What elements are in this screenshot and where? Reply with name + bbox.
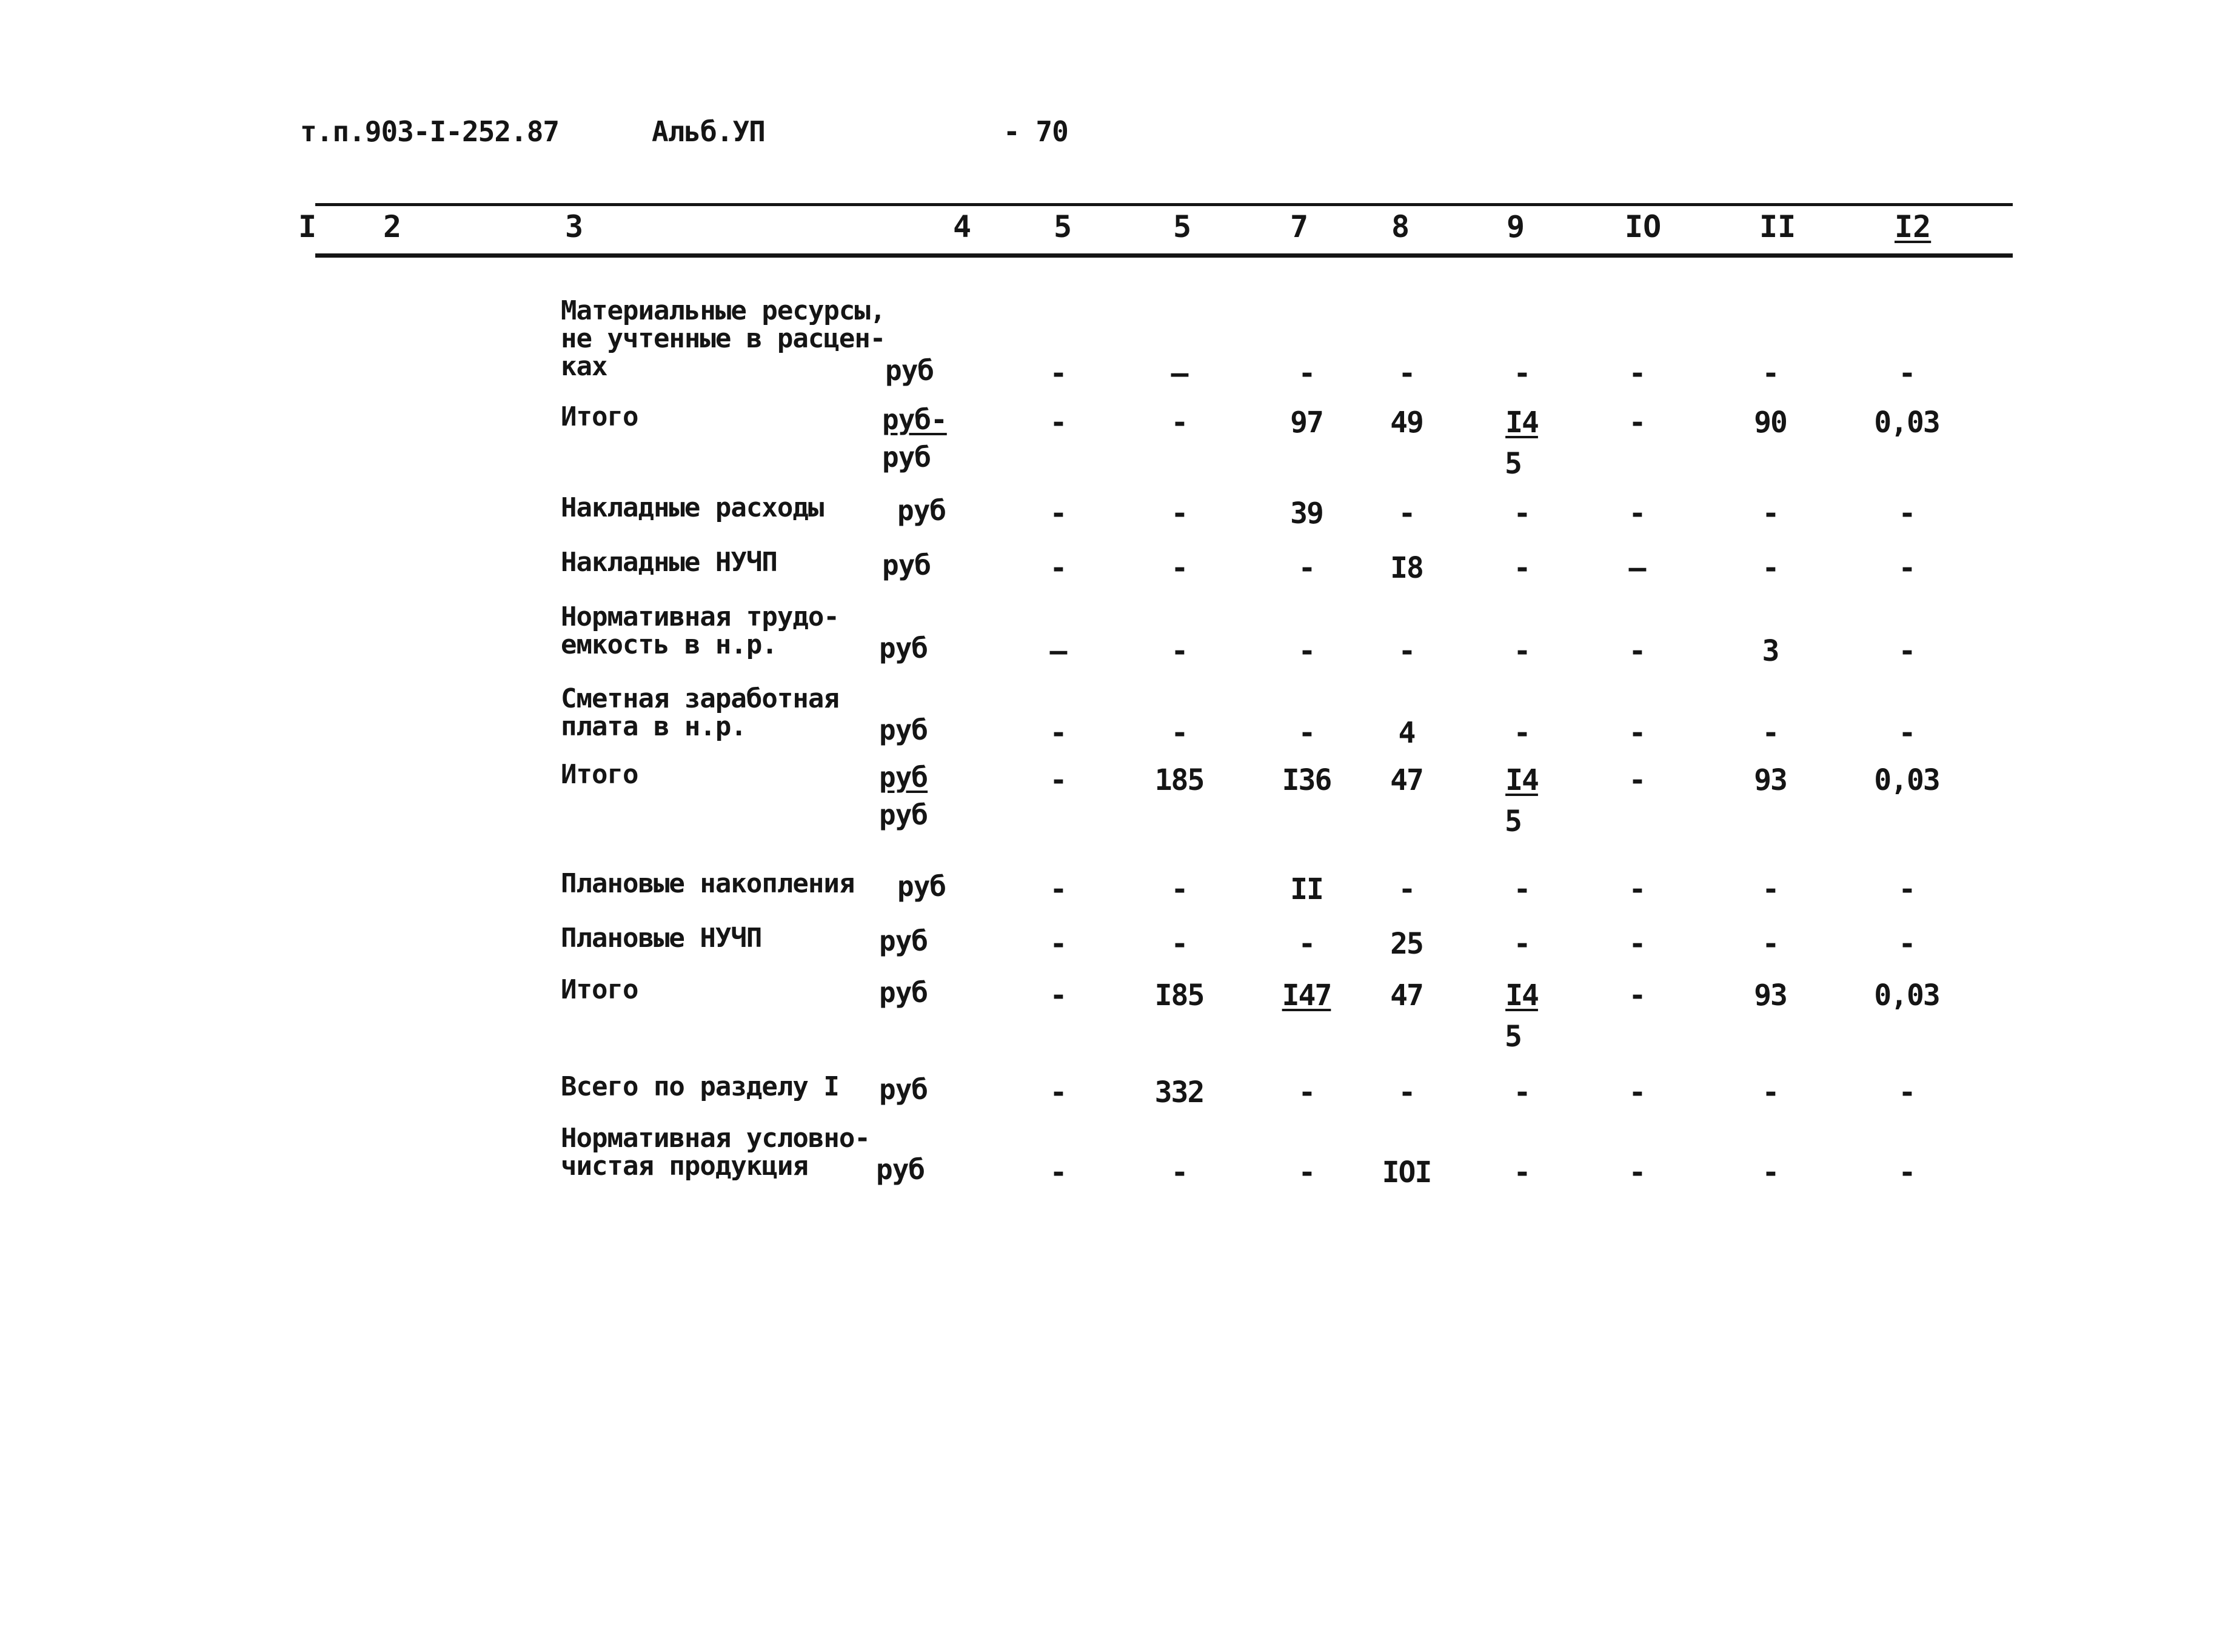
value-cell-col-11: 3 xyxy=(1762,634,1779,668)
row-unit: руб xyxy=(879,976,928,1009)
value-cell-col-7: - xyxy=(1298,927,1315,961)
row-unit-denominator: руб xyxy=(882,441,931,473)
value-cell-col-11: 90 xyxy=(1754,406,1787,440)
value-cell-col-11: - xyxy=(1762,497,1779,530)
value-cell-col-7: I47 xyxy=(1282,978,1331,1012)
row-label: Нормативная трудо- емкость в н.р. xyxy=(561,601,839,660)
value-cell-col-10: - xyxy=(1628,1075,1645,1109)
col-header-9: 9 xyxy=(1507,209,1525,244)
album-label: Альб.УП xyxy=(652,115,765,148)
value-cell-col-5: - xyxy=(1049,551,1066,585)
col-header-7: 7 xyxy=(1290,209,1309,244)
col-header-1: I xyxy=(298,209,317,244)
value-cell-col-6: - xyxy=(1171,716,1188,750)
value-cell-col-5: - xyxy=(1049,872,1066,906)
value-cell-col-10: - xyxy=(1628,497,1645,530)
value-cell-col-9: - xyxy=(1513,1075,1530,1109)
row-unit: руб xyxy=(879,632,928,664)
row-unit: руб xyxy=(897,494,946,527)
value-cell-col-10: - xyxy=(1628,634,1645,668)
value-cell-col-12: - xyxy=(1898,716,1915,750)
value-cell-col-7: - xyxy=(1298,634,1315,668)
value-cell-col-12: - xyxy=(1898,1155,1915,1189)
value-cell-col-7: - xyxy=(1298,716,1315,750)
value-cell-col-5: – xyxy=(1049,634,1066,668)
header-bottom-rule xyxy=(315,253,2013,258)
value-cell-col-7: 39 xyxy=(1290,497,1323,530)
row-label: Материальные ресурсы, не учтенные в расцен- ках xyxy=(561,295,886,382)
value-cell-col-10: - xyxy=(1628,927,1645,961)
value-cell-col-11: - xyxy=(1762,1075,1779,1109)
value-cell-col-8: 49 xyxy=(1390,406,1423,440)
value-cell-col-8: IOI xyxy=(1382,1155,1431,1189)
col-header-8: 8 xyxy=(1391,209,1410,244)
value-cell-col-5: - xyxy=(1049,927,1066,961)
value-cell-col-9: - xyxy=(1513,497,1530,530)
value-cell-col-12: 0,03 xyxy=(1874,763,1939,797)
value-cell-col-6: - xyxy=(1171,406,1188,440)
value-cell-col-5: - xyxy=(1049,978,1066,1012)
value-cell-col-8: - xyxy=(1398,356,1415,390)
value-cell-col-12: - xyxy=(1898,1075,1915,1109)
col-header-12: I2 xyxy=(1895,209,1932,244)
value-cell-col-8: 4 xyxy=(1398,716,1415,750)
value-cell-col-6: - xyxy=(1171,497,1188,530)
page-number: - 70 xyxy=(1003,115,1068,148)
value-cell-col-9: - xyxy=(1513,1155,1530,1189)
value-cell-col-5: - xyxy=(1049,1155,1066,1189)
value-cell-col-11: 93 xyxy=(1754,763,1787,797)
value-cell-col-6: 185 xyxy=(1154,763,1204,797)
value-cell-col-5: - xyxy=(1049,497,1066,530)
col-header-4: 4 xyxy=(953,209,972,244)
row-label: Сметная заработная плата в н.р. xyxy=(561,683,839,742)
value-cell-col-9: - xyxy=(1513,551,1530,585)
col-header-6: 5 xyxy=(1173,209,1192,244)
value-cell-col-10: - xyxy=(1628,872,1645,906)
value-cell-col-12: 0,03 xyxy=(1874,978,1939,1012)
row-label: Нормативная условно- чистая продукция xyxy=(561,1123,870,1182)
value-cell-col-11: - xyxy=(1762,872,1779,906)
value-cell-col-9: - xyxy=(1513,716,1530,750)
value-cell-col-8: 47 xyxy=(1390,978,1423,1012)
value-cell-col-9-denominator: 5 xyxy=(1505,1020,1521,1054)
value-cell-col-12: - xyxy=(1898,927,1915,961)
value-cell-col-7: II xyxy=(1290,872,1323,906)
col-header-3: 3 xyxy=(565,209,584,244)
value-cell-col-10: - xyxy=(1628,978,1645,1012)
value-cell-col-12: - xyxy=(1898,634,1915,668)
col-header-11: II xyxy=(1759,209,1796,244)
value-cell-col-12: - xyxy=(1898,497,1915,530)
value-cell-col-7: - xyxy=(1298,1075,1315,1109)
value-cell-col-9: - xyxy=(1513,927,1530,961)
row-label: Накладные расходы xyxy=(561,492,824,523)
value-cell-col-8: - xyxy=(1398,872,1415,906)
row-label: Итого xyxy=(561,401,638,432)
value-cell-col-12: 0,03 xyxy=(1874,406,1939,440)
value-cell-col-9: I4 xyxy=(1505,406,1538,440)
doc-code: т.п.903-I-252.87 xyxy=(300,115,560,148)
value-cell-col-7: - xyxy=(1298,1155,1315,1189)
value-cell-col-7: 97 xyxy=(1290,406,1323,440)
value-cell-col-8: I8 xyxy=(1390,551,1423,585)
value-cell-col-6: - xyxy=(1171,927,1188,961)
value-cell-col-10: - xyxy=(1628,356,1645,390)
value-cell-col-10: – xyxy=(1628,551,1645,585)
value-cell-col-9: I4 xyxy=(1505,978,1538,1012)
row-unit: руб- xyxy=(882,403,947,436)
value-cell-col-8: - xyxy=(1398,497,1415,530)
value-cell-col-9: I4 xyxy=(1505,763,1538,797)
row-unit: руб xyxy=(882,549,931,581)
value-cell-col-8: - xyxy=(1398,1075,1415,1109)
col-header-5: 5 xyxy=(1054,209,1072,244)
row-unit-denominator: руб xyxy=(879,798,928,831)
value-cell-col-5: - xyxy=(1049,763,1066,797)
header-top-rule xyxy=(315,203,2013,206)
value-cell-col-6: - xyxy=(1171,634,1188,668)
value-cell-col-12: - xyxy=(1898,872,1915,906)
value-cell-col-11: - xyxy=(1762,356,1779,390)
value-cell-col-9-denominator: 5 xyxy=(1505,447,1521,481)
value-cell-col-10: - xyxy=(1628,406,1645,440)
row-label: Накладные НУЧП xyxy=(561,547,777,578)
row-label: Плановые НУЧП xyxy=(561,923,762,954)
value-cell-col-7: I36 xyxy=(1282,763,1331,797)
value-cell-col-8: - xyxy=(1398,634,1415,668)
value-cell-col-10: - xyxy=(1628,1155,1645,1189)
col-header-2: 2 xyxy=(383,209,402,244)
value-cell-col-11: - xyxy=(1762,551,1779,585)
value-cell-col-5: - xyxy=(1049,1075,1066,1109)
value-cell-col-8: 25 xyxy=(1390,927,1423,961)
value-cell-col-6: - xyxy=(1171,1155,1188,1189)
value-cell-col-10: - xyxy=(1628,763,1645,797)
value-cell-col-7: - xyxy=(1298,356,1315,390)
value-cell-col-8: 47 xyxy=(1390,763,1423,797)
row-label: Итого xyxy=(561,759,638,790)
value-cell-col-11: - xyxy=(1762,927,1779,961)
row-unit: руб xyxy=(876,1153,925,1186)
value-cell-col-9: - xyxy=(1513,872,1530,906)
value-cell-col-7: - xyxy=(1298,551,1315,585)
value-cell-col-6: I85 xyxy=(1154,978,1204,1012)
value-cell-col-12: - xyxy=(1898,551,1915,585)
value-cell-col-5: - xyxy=(1049,356,1066,390)
value-cell-col-6: - xyxy=(1171,872,1188,906)
row-unit: руб xyxy=(879,714,928,746)
value-cell-col-12: - xyxy=(1898,356,1915,390)
row-unit: руб xyxy=(885,354,934,387)
value-cell-col-11: 93 xyxy=(1754,978,1787,1012)
value-cell-col-9: - xyxy=(1513,634,1530,668)
value-cell-col-6: - xyxy=(1171,551,1188,585)
row-label: Итого xyxy=(561,974,638,1005)
row-unit: руб xyxy=(879,761,928,794)
row-unit: руб xyxy=(879,1073,928,1106)
value-cell-col-10: - xyxy=(1628,716,1645,750)
value-cell-col-9: - xyxy=(1513,356,1530,390)
value-cell-col-11: - xyxy=(1762,1155,1779,1189)
col-header-10: IO xyxy=(1625,209,1662,244)
value-cell-col-9-denominator: 5 xyxy=(1505,804,1521,838)
row-label: Всего по разделу I xyxy=(561,1071,839,1102)
row-unit: руб xyxy=(897,870,946,903)
value-cell-col-6: 332 xyxy=(1154,1075,1204,1109)
value-cell-col-11: - xyxy=(1762,716,1779,750)
row-label: Плановые накопления xyxy=(561,868,855,899)
value-cell-col-5: - xyxy=(1049,406,1066,440)
value-cell-col-6: – xyxy=(1171,356,1188,390)
value-cell-col-5: - xyxy=(1049,716,1066,750)
row-unit: руб xyxy=(879,925,928,957)
